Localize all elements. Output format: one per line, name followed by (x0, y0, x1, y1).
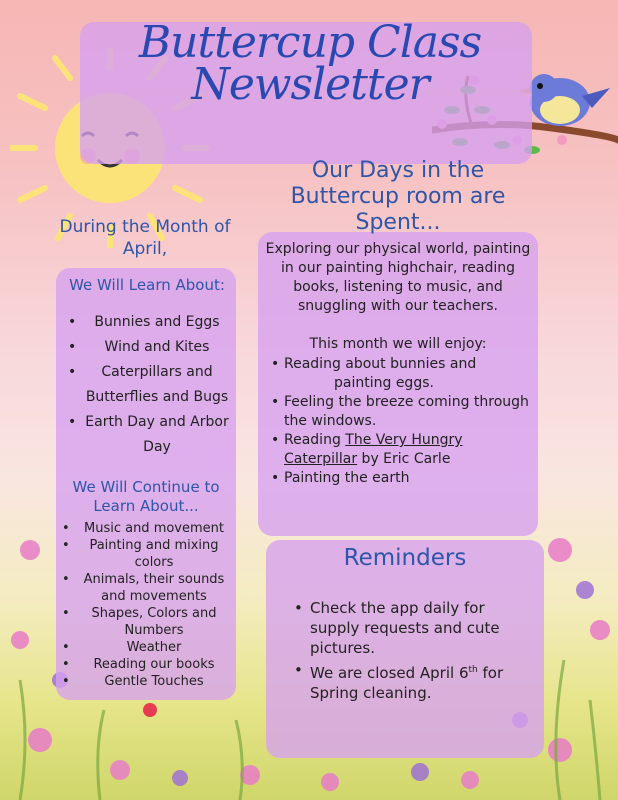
reminders-list (294, 598, 534, 705)
list-item (268, 355, 530, 393)
title-line-2: Newsletter (191, 59, 429, 110)
title-line-1: Buttercup Class (138, 17, 482, 68)
book-author: by Eric Carle (357, 451, 451, 467)
month-heading: During the Month of April, (59, 217, 231, 259)
reminders-heading: Reminders (343, 545, 467, 571)
learn-list (60, 310, 236, 460)
list-item: • Gentle Touches (58, 673, 236, 690)
list-item: • Reading our books (58, 656, 236, 673)
reading-prefix: Reading (284, 432, 346, 448)
enjoy-list (268, 355, 530, 488)
list-item: • Earth Day and Arbor Day (60, 410, 236, 460)
list-item: • Shapes, Colors and Numbers (58, 605, 236, 639)
enjoy-bunnies-a: Reading about bunnies and (284, 356, 477, 372)
continue-heading: We Will Continue to Learn About... (72, 478, 220, 515)
list-item: • Painting the earth (268, 469, 530, 488)
closed-sup: th (468, 665, 478, 675)
list-item: • Weather (58, 639, 236, 656)
list-item: • Feeling the breeze coming through the windows. (268, 393, 530, 431)
list-item: • Check the app daily for supply requests and cute pictures. (294, 598, 534, 658)
continue-list (58, 520, 236, 690)
days-intro: Exploring our physical world, painting in our painting highchair, reading books, listening to music, and snuggling with our teachers. (265, 241, 531, 314)
learn-heading: We Will Learn About: (69, 276, 225, 294)
list-item: • Music and movement (58, 520, 236, 537)
enjoy-bunnies-b: painting eggs. (334, 375, 434, 391)
newsletter-title (120, 17, 500, 110)
list-item: • Bunnies and Eggs (60, 310, 236, 335)
list-item (294, 660, 534, 703)
list-item: • Caterpillars and Butterflies and Bugs (60, 360, 236, 410)
days-heading: Our Days in the Buttercup room are Spent... (290, 158, 506, 235)
list-item: • Animals, their sounds and movements (58, 571, 236, 605)
list-item: • Painting and mixing colors (58, 537, 236, 571)
list-item: • Wind and Kites (60, 335, 236, 360)
closed-prefix: We are closed April 6 (310, 664, 469, 682)
closed-suffix: for Spring cleaning. (310, 664, 504, 702)
enjoy-heading: This month we will enjoy: (309, 336, 487, 352)
list-item (268, 431, 530, 469)
book-title: The Very Hungry Caterpillar (284, 432, 463, 467)
